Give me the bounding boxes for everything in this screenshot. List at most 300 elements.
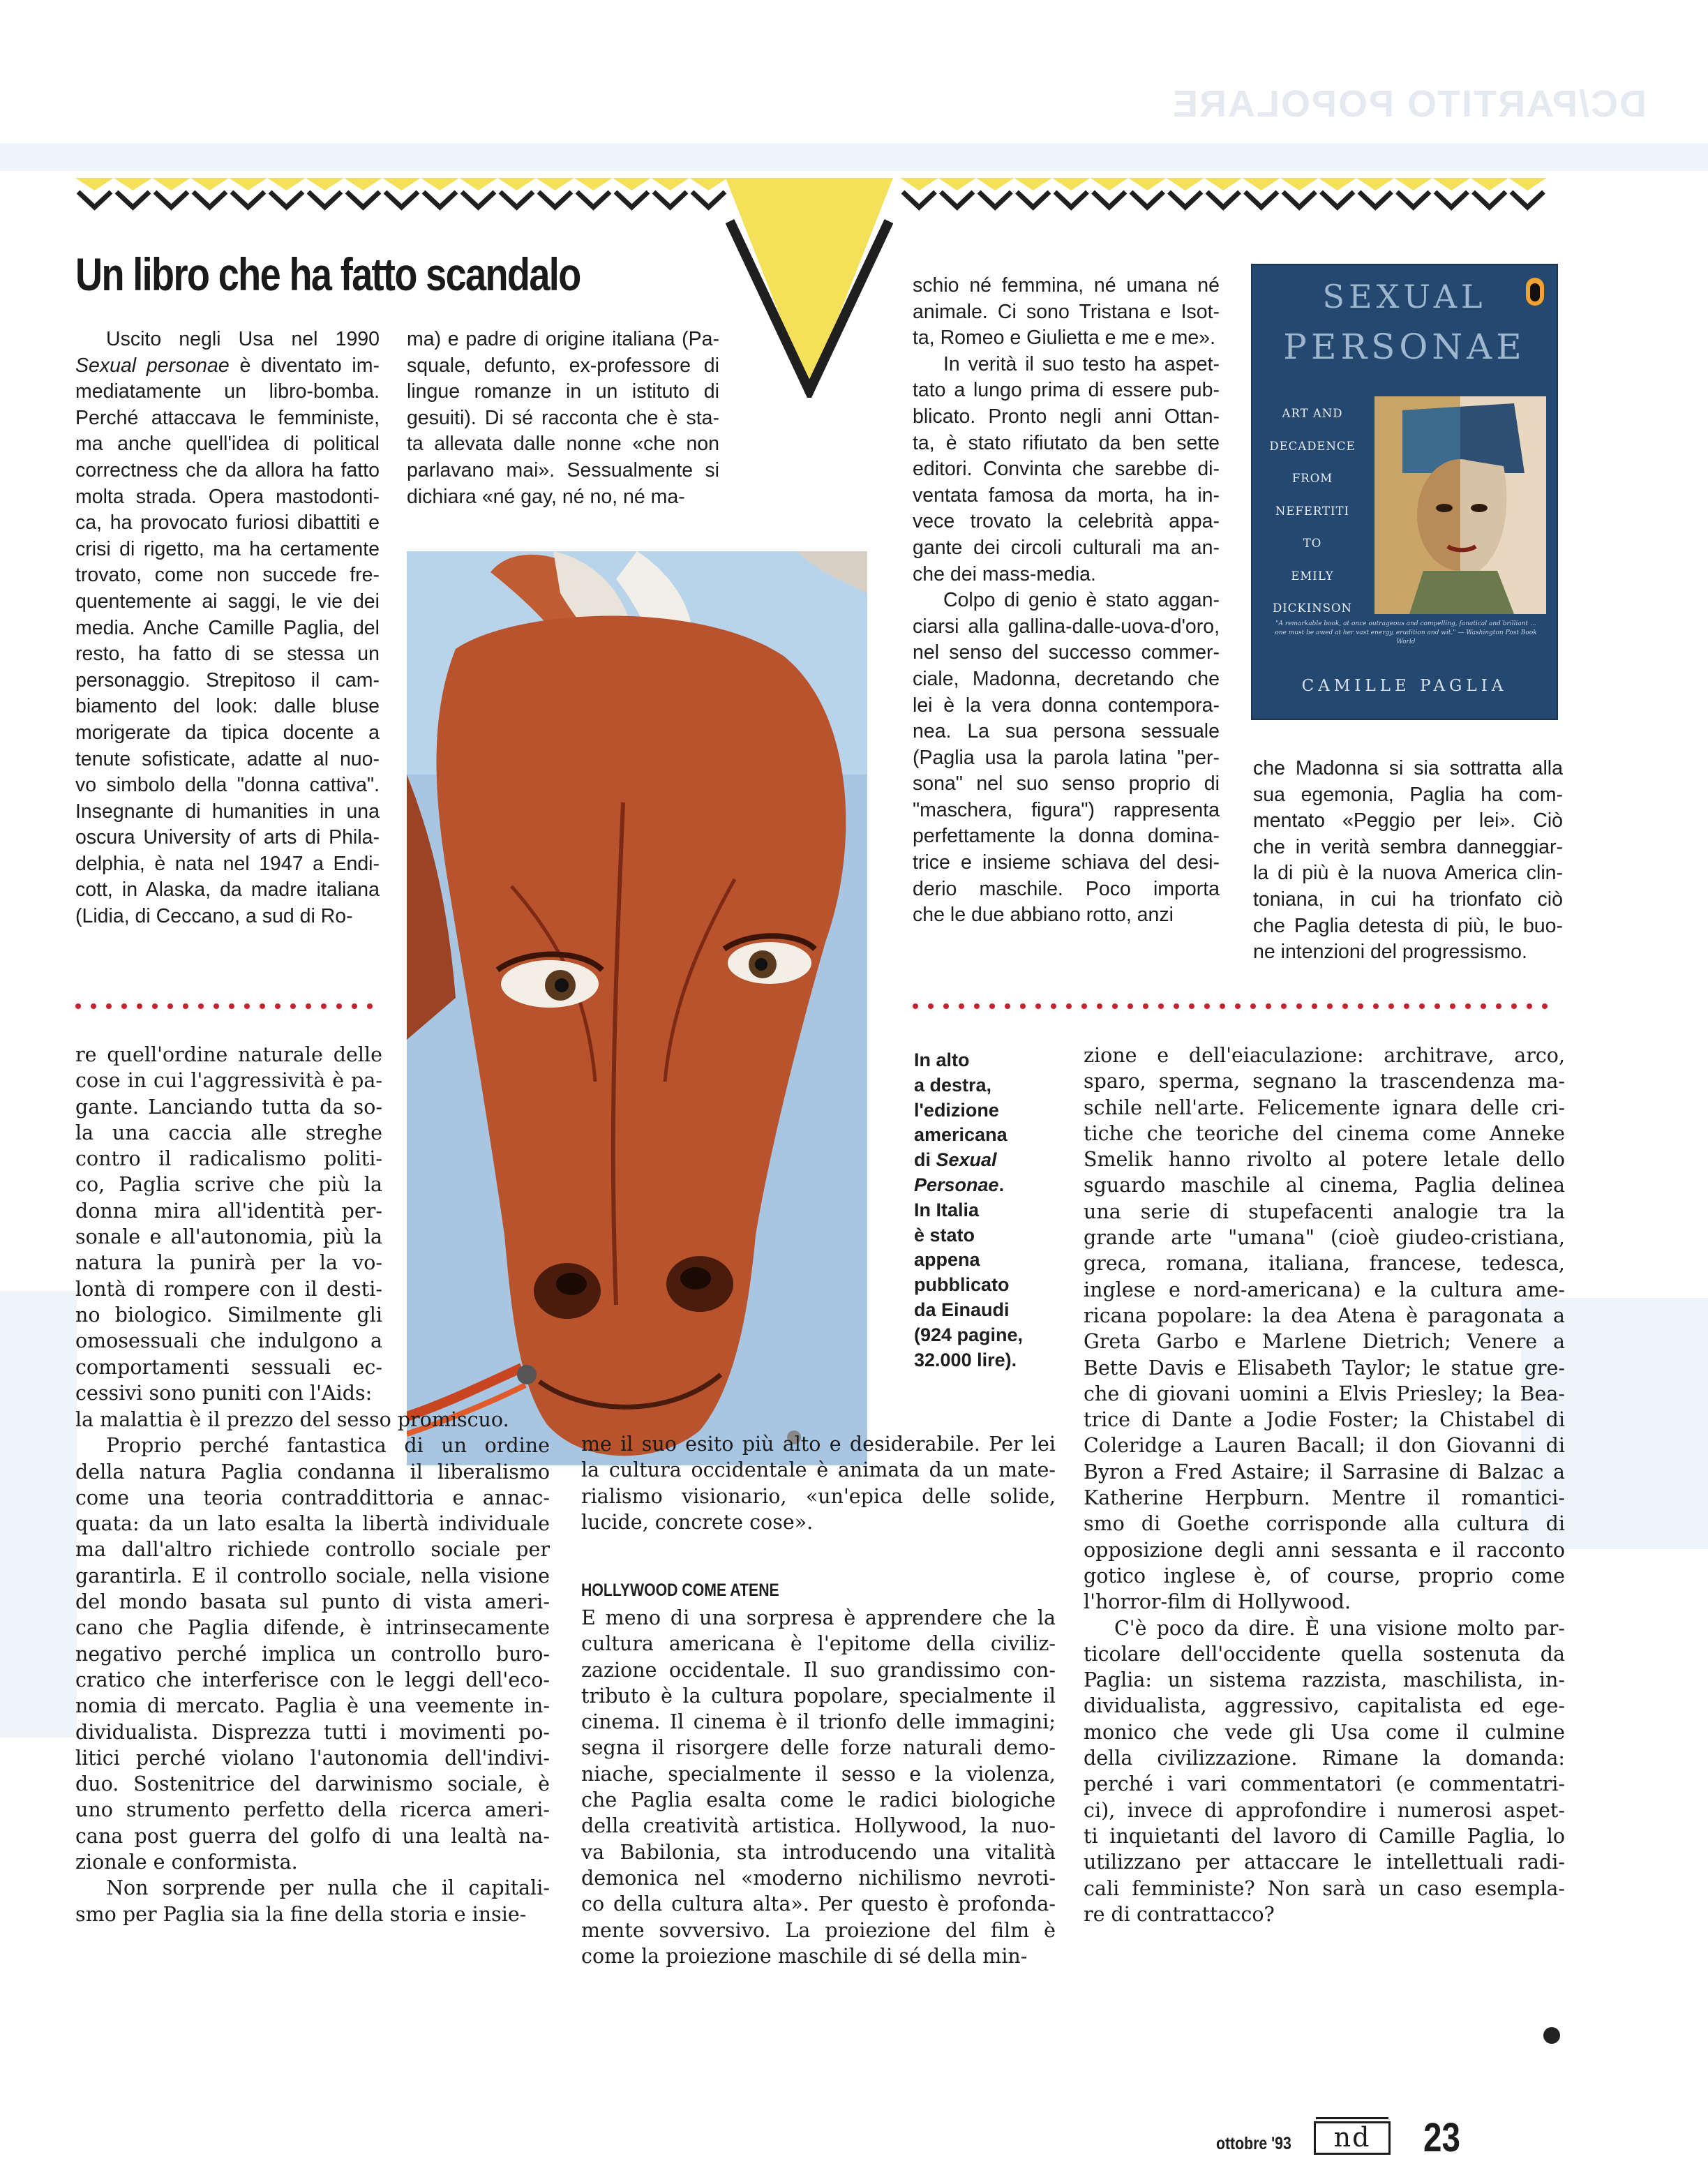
text-line: monico che vede gli Usa come il culmine <box>1084 1720 1565 1744</box>
text-line: l'horror-film di Hollywood. <box>1084 1590 1351 1614</box>
border-chevron <box>1093 192 1126 207</box>
caption-line: pubblicato <box>914 1274 1010 1296</box>
rule-dot <box>1051 1003 1056 1009</box>
border-triangle-yellow <box>1167 178 1205 190</box>
text-line: ciarsi alla gallina-dalle-uova-d'oro, <box>913 615 1220 638</box>
border-triangle-yellow <box>1356 178 1395 190</box>
rule-dot <box>1373 1003 1379 1009</box>
border-triangle-yellow <box>1243 178 1281 190</box>
book-subtitle-line: DECADENCE <box>1269 439 1356 453</box>
text-line: demonica nel «moderno nichilismo nevroti- <box>581 1866 1056 1890</box>
triangle-border-right <box>900 178 1549 220</box>
text-line: sua egemonia, Paglia ha com- <box>1253 783 1563 806</box>
text-line: contro il radicalismo politi- <box>75 1147 382 1171</box>
rule-dot <box>275 1003 280 1009</box>
border-triangle-yellow <box>613 178 651 190</box>
border-chevron <box>615 192 648 207</box>
rule-dot <box>121 1003 127 1009</box>
rule-dot <box>1296 1003 1302 1009</box>
caption-line: di Sexual <box>914 1149 997 1171</box>
border-chevron <box>1017 192 1050 207</box>
border-chevron <box>1511 192 1544 207</box>
rule-dot <box>1450 1003 1455 1009</box>
border-triangle-yellow <box>689 178 728 190</box>
rule-dot <box>989 1003 995 1009</box>
rule-dot <box>1143 1003 1148 1009</box>
rule-dot <box>1250 1003 1256 1009</box>
text-line: Sexual personae è diventato im- <box>75 354 380 377</box>
subhead: HOLLYWOOD COME ATENE <box>581 1581 779 1600</box>
rule-dot <box>244 1003 250 1009</box>
text-line: morigerate da tipica docente a <box>75 721 380 744</box>
text-line: E meno di una sorpresa è apprendere che la <box>581 1606 1056 1629</box>
text-line: resto, ha fatto di se stessa un <box>75 643 380 666</box>
border-chevron <box>500 192 533 207</box>
rule-dot <box>1266 1003 1271 1009</box>
text-line: ticolare dell'occidente quella sostenuta da <box>1084 1642 1565 1666</box>
rule-dot <box>1081 1003 1087 1009</box>
rule-dot <box>367 1003 373 1009</box>
text-line: quentemente ai saggi, le vie dei <box>75 590 380 613</box>
lower-left-full <box>75 1407 550 1927</box>
text-line: della natura Paglia condanna il liberalismo <box>75 1460 550 1484</box>
text-line: zionale e conformista. <box>75 1851 298 1874</box>
border-triangle-yellow <box>1091 178 1129 190</box>
book-title-line1: SEXUAL <box>1322 278 1487 315</box>
text-line: perché i vari commentatori (e commentatri- <box>1084 1772 1565 1796</box>
text-line: re quell'ordine naturale delle <box>75 1043 382 1066</box>
rule-dot <box>1465 1003 1471 1009</box>
text-line: smo di Goethe corrisponde alla cultura di <box>1084 1512 1565 1536</box>
text-line: ma) e padre di origine italiana (Pa- <box>407 328 719 350</box>
text-line: omosessuali che indulgono a <box>75 1329 382 1353</box>
lower-middle <box>581 1431 1056 1535</box>
column-1 <box>75 327 380 930</box>
text-line: lingue romanze in un istituto di <box>407 380 719 403</box>
border-chevron <box>424 192 456 207</box>
border-triangle-yellow <box>344 178 382 190</box>
border-chevron <box>232 192 264 207</box>
caption-line: appena <box>914 1249 980 1271</box>
border-chevron <box>1474 192 1506 207</box>
footer-month: ottobre '93 <box>1216 2134 1291 2153</box>
text-line: tributo è la cultura popolare, specialmente il <box>581 1684 1056 1708</box>
text-line: vece trovato la celebrità appa- <box>913 510 1220 533</box>
text-line: vo simbolo della "donna cattiva". <box>75 774 380 797</box>
rule-dot <box>1158 1003 1164 1009</box>
text-line: ventata famosa da morta, ha in- <box>913 484 1220 507</box>
text-line: tiche che teoriche del cinema come Anneke <box>1084 1121 1565 1145</box>
text-line: va Babilonia, sta introducendo una vitalità <box>581 1840 1056 1864</box>
border-triangle-yellow <box>190 178 229 190</box>
text-line: utilizzano per attaccare le intellettuali radi- <box>1084 1851 1565 1874</box>
book-author: CAMILLE PAGLIA <box>1301 677 1508 695</box>
rule-dot <box>928 1003 934 1009</box>
border-chevron <box>577 192 610 207</box>
text-line: ca, ha provocato furiosi dibattiti e <box>75 511 380 535</box>
border-chevron <box>903 192 936 207</box>
border-chevron <box>347 192 380 207</box>
border-chevron <box>654 192 687 207</box>
rule-dot <box>1312 1003 1317 1009</box>
border-triangle-yellow <box>229 178 267 190</box>
image-caption <box>914 1048 1040 1373</box>
text-line: lontà di rompere con il desti- <box>75 1277 382 1301</box>
text-line: ta allevata dalle nonne «che non <box>407 433 719 456</box>
border-triangle-yellow <box>459 178 497 190</box>
text-line: C'è poco da dire. È una visione molto par- <box>1114 1616 1565 1640</box>
text-line: ti inquietanti del lavoro di Camille Paglia, lo <box>1084 1824 1565 1848</box>
text-line: la malattia è il prezzo del sesso promiscuo. <box>75 1408 509 1431</box>
border-chevron <box>385 192 418 207</box>
text-line: tenute sofisticate, adatte al nuo- <box>75 747 380 770</box>
text-line: derio maschile. Poco importa <box>913 877 1220 900</box>
magazine-logo: nd <box>1314 2121 1391 2155</box>
text-line: natura la punirà per la vo- <box>75 1251 382 1275</box>
rule-dot <box>1419 1003 1425 1009</box>
text-line: "maschera, figura") rappresenta <box>913 798 1220 821</box>
text-line: perfettamente la donna domina- <box>913 825 1220 848</box>
rule-dot <box>943 1003 949 1009</box>
border-chevron <box>270 192 303 207</box>
caption-line: l'edizione <box>914 1099 999 1121</box>
text-line: correctness che da allora ha fatto <box>75 458 380 481</box>
rule-dot <box>1220 1003 1225 1009</box>
rule-dot <box>198 1003 204 1009</box>
border-chevron <box>1398 192 1430 207</box>
rule-dot <box>1404 1003 1409 1009</box>
text-line: editori. Convinta che sarebbe di- <box>913 458 1220 481</box>
book-quote: "A remarkable book, at once outrageous and compelling, fanatical and brilliant ... one must be awed at her vast energy, erudition and wit." — Washington Post Book World <box>1275 620 1537 645</box>
text-line: cultura americana è l'epitome della civiliz- <box>581 1632 1056 1656</box>
rule-dot <box>974 1003 980 1009</box>
rule-dot <box>214 1003 219 1009</box>
border-triangle-yellow <box>536 178 574 190</box>
text-line: che di giovani uomini a Elvis Priesley; la Bea- <box>1084 1382 1565 1405</box>
rule-dot <box>321 1003 327 1009</box>
border-chevron <box>1055 192 1088 207</box>
book-subtitle-line: ART AND <box>1282 407 1343 420</box>
rule-dot <box>1358 1003 1363 1009</box>
text-line: ricana popolare: la dea Atena è paragonata a <box>1084 1303 1565 1327</box>
border-chevron <box>1131 192 1164 207</box>
rule-dot <box>1434 1003 1440 1009</box>
book-subtitle-line: TO <box>1303 537 1322 550</box>
text-line: Insegnante di humanities in una <box>75 800 380 823</box>
caption-line: americana <box>914 1124 1007 1146</box>
text-line: cratico che interferisce con le leggi dell'eco- <box>75 1668 550 1691</box>
border-triangle-yellow <box>1432 178 1471 190</box>
text-line: gesuiti). Di sé racconta che è sta- <box>407 406 719 429</box>
text-line: rialismo visionario, «un'epica delle solide, <box>581 1484 1056 1508</box>
text-line: squale, defunto, ex-professore di <box>407 354 719 377</box>
text-line: gante dei circoli culturali ma an- <box>913 536 1220 559</box>
text-line: Paglia: un sistema razzista, maschilista, in- <box>1084 1668 1565 1692</box>
border-chevron <box>78 192 111 207</box>
rule-dot <box>260 1003 265 1009</box>
rule-dot <box>1481 1003 1486 1009</box>
rule-dot <box>1174 1003 1179 1009</box>
text-line: ne intenzioni del progressismo. <box>1253 941 1527 964</box>
border-chevron <box>308 192 341 207</box>
text-line: la una caccia alle streghe <box>75 1121 382 1144</box>
caption-line: (924 pagine, <box>914 1324 1024 1345</box>
border-chevron <box>539 192 571 207</box>
big-v-triangle <box>726 178 893 398</box>
text-line: che Madonna si sia sottratta alla <box>1253 757 1563 779</box>
bleed-through-block <box>0 1291 77 1738</box>
book-cover <box>1251 264 1558 720</box>
text-line: ci), invece di approfondire i numerosi aspet- <box>1084 1798 1565 1822</box>
background-band <box>0 143 1708 171</box>
end-of-article-dot <box>1543 2027 1560 2044</box>
text-line: cana post guerra del golfo di una lealtà na- <box>75 1824 550 1848</box>
text-line: dichiara «né gay, né no, né ma- <box>407 485 685 508</box>
text-line: Proprio perché fantastica di un ordine <box>106 1434 550 1458</box>
text-line: Non sorprende per nulla che il capitali- <box>106 1876 550 1900</box>
rule-dot <box>959 1003 964 1009</box>
rule-dot <box>1066 1003 1072 1009</box>
lower-right <box>1084 1043 1565 1927</box>
text-line: co della cultura alta». Per questo è profonda- <box>581 1892 1056 1916</box>
border-triangle-yellow <box>114 178 152 190</box>
rule-dot <box>91 1003 96 1009</box>
text-line: che dei mass-media. <box>913 562 1096 585</box>
caption-line: a destra, <box>914 1074 992 1096</box>
rule-dot <box>1204 1003 1210 1009</box>
text-line: Byron a Fred Astaire; il Sarrasine di Balzac a <box>1084 1460 1565 1484</box>
rule-dot <box>1281 1003 1287 1009</box>
border-chevron <box>117 192 149 207</box>
rule-dot <box>183 1003 188 1009</box>
border-chevron <box>979 192 1012 207</box>
book-subtitle-line: NEFERTITI <box>1275 504 1350 518</box>
text-line: greca, romana, italiana, francese, tedesca, <box>1084 1252 1565 1276</box>
text-line: oscura University of arts di Phila- <box>75 826 380 849</box>
column-4 <box>1253 756 1563 966</box>
text-line: (Lidia, di Ceccano, a sud di Ro- <box>75 905 353 928</box>
column-2 <box>407 327 719 510</box>
rule-dot <box>1542 1003 1548 1009</box>
rule-dot <box>913 1003 918 1009</box>
text-line: Bette Davis e Elisabeth Taylor; le statue gre- <box>1084 1356 1565 1380</box>
border-triangle-yellow <box>1395 178 1433 190</box>
text-line: smo per Paglia sia la fine della storia e insie- <box>75 1902 527 1926</box>
border-chevron <box>1169 192 1202 207</box>
text-line: co, Paglia scrive che più la <box>75 1173 382 1197</box>
border-chevron <box>193 192 226 207</box>
text-line: ta, è stato rifiutato da ben sette <box>913 431 1220 454</box>
text-line: In verità il suo testo ha aspet- <box>943 352 1220 375</box>
caption-line: In alto <box>914 1049 970 1070</box>
text-line: nel senso del successo commer- <box>913 641 1220 664</box>
border-triangle-yellow <box>651 178 689 190</box>
text-line: gante. Lanciando tutta da so- <box>75 1095 382 1119</box>
text-line: comportamenti sessuali ec- <box>75 1355 382 1379</box>
text-line: della civilizzazione. Rimane la domanda: <box>1084 1747 1565 1770</box>
rule-dot <box>1342 1003 1348 1009</box>
rule-dot <box>1097 1003 1102 1009</box>
column-3 <box>913 273 1220 929</box>
nefertiti-portrait <box>1374 396 1546 614</box>
text-line: cinema. Il cinema è il trionfo delle immagini; <box>581 1710 1056 1734</box>
border-triangle-yellow <box>497 178 536 190</box>
text-line: negativo perché implica un controllo buro- <box>75 1642 550 1666</box>
text-line: ta, Romeo e Giulietta e me e me». <box>913 327 1216 350</box>
border-triangle-yellow <box>900 178 938 190</box>
text-line: ciale, Madonna, decretando che <box>913 667 1220 690</box>
border-triangle-yellow <box>1471 178 1509 190</box>
text-line: zione e dell'eiaculazione: architrave, arco, <box>1084 1044 1565 1067</box>
text-line: garantirla. E il controllo sociale, nella visione <box>75 1564 550 1587</box>
text-line: me il suo esito più alto e desiderabile. Per lei <box>581 1433 1056 1456</box>
text-line: dividualista, aggressivo, capitalista ed ege- <box>1084 1694 1565 1718</box>
text-line: Colpo di genio è stato aggan- <box>943 589 1220 612</box>
book-subtitle-line: DICKINSON <box>1273 601 1352 615</box>
border-triangle-yellow <box>1280 178 1319 190</box>
text-line: Perché attaccava le femministe, <box>75 406 380 429</box>
text-line: sparo, sperma, segnano la trascendenza ma- <box>1084 1070 1565 1093</box>
text-line: mentato «Peggio per lei». Ciò <box>1253 809 1563 832</box>
book-subtitle-line: EMILY <box>1291 569 1334 583</box>
text-line: duo. Sostenitrice del darwinismo sociale, è <box>75 1772 550 1796</box>
dotted-rule-right <box>913 1003 1563 1010</box>
text-line: personaggio. Strepitoso il cam- <box>75 668 380 692</box>
rule-dot <box>137 1003 142 1009</box>
rule-dot <box>1020 1003 1026 1009</box>
text-line: lei è la vera donna contempora- <box>913 694 1220 717</box>
rule-dot <box>1388 1003 1394 1009</box>
dotted-rule-left <box>75 1003 382 1010</box>
text-line: opposizione degli anni sessanta e il racconto <box>1084 1538 1565 1562</box>
text-line: la cultura occidentale è animata da un mate- <box>581 1458 1056 1482</box>
book-subtitle <box>1264 398 1361 625</box>
border-triangle-yellow <box>1204 178 1243 190</box>
text-line: trovato, come non succede fre- <box>75 564 380 587</box>
text-line: animale. Ci sono Tristana e Isot- <box>913 300 1220 323</box>
text-line: quata: da un lato esalta la libertà individuale <box>75 1512 550 1536</box>
text-line: della creatività artistica. Hollywood, la nuo- <box>581 1814 1056 1838</box>
border-chevron <box>155 192 188 207</box>
caption-line: è stato <box>914 1224 975 1246</box>
text-line: parlavano mai». Sessualmente si <box>407 458 719 481</box>
rule-dot <box>1005 1003 1010 1009</box>
text-line: sona" nel suo senso proprio di <box>913 772 1220 795</box>
horse-illustration <box>407 551 867 1465</box>
caption-line: Personae. <box>914 1174 1005 1195</box>
border-chevron <box>692 192 725 207</box>
text-line: ma anche quell'idea di political <box>75 433 380 456</box>
text-line: toniana, in cui ha trionfato ciò <box>1253 888 1563 911</box>
text-line: trice e insieme schiava del desi- <box>913 851 1220 874</box>
border-chevron <box>1207 192 1240 207</box>
text-line: litici perché violano l'autonomia dell'indivi- <box>75 1746 550 1770</box>
border-triangle-yellow <box>75 178 114 190</box>
text-line: schile nell'arte. Felicemente ignara delle cri- <box>1084 1096 1565 1119</box>
caption-line: In Italia <box>914 1199 980 1220</box>
text-line: Greta Garbo e Marlene Dietrich; Venere a <box>1084 1330 1565 1354</box>
border-triangle-yellow <box>1128 178 1167 190</box>
rule-dot <box>1035 1003 1041 1009</box>
border-triangle-yellow <box>938 178 977 190</box>
text-line: dividualista. Disprezza tutti i movimenti po- <box>75 1720 550 1744</box>
lower-middle-2 <box>581 1605 1056 1969</box>
text-line: gotico inglese è, of course, proprio come <box>1084 1564 1565 1587</box>
text-line: delphia, è nata nel 1947 a Endi- <box>75 852 380 875</box>
border-triangle-yellow <box>976 178 1014 190</box>
text-line: niache, specialmente il sesso e la violenza, <box>581 1762 1056 1786</box>
book-title-line2: PERSONAE <box>1283 327 1526 367</box>
text-line: crisi di rigetto, ma ha certamente <box>75 537 380 560</box>
lower-left-short <box>75 1042 382 1406</box>
text-line: inglese e nord-americana) e la cultura ame- <box>1084 1278 1565 1301</box>
text-line: cott, in Alaska, da madre italiana <box>75 879 380 902</box>
text-line: come una teoria contraddittoria e annac- <box>75 1486 550 1509</box>
rule-dot <box>75 1003 81 1009</box>
headline: Un libro che ha fatto scandalo <box>75 248 580 300</box>
rule-dot <box>1496 1003 1501 1009</box>
text-line: mediatamente un libro-bomba. <box>75 380 380 403</box>
text-line: che le due abbiano rotto, anzi <box>913 904 1174 927</box>
border-triangle-yellow <box>267 178 306 190</box>
text-line: nea. La sua persona sessuale <box>913 720 1220 743</box>
text-line: Smelik hanno rivolto al potere letale dello <box>1084 1148 1565 1172</box>
text-line: biamento del look: dalle bluse <box>75 695 380 718</box>
border-triangle-yellow <box>574 178 613 190</box>
text-line: che Paglia detesta di più, le buo- <box>1253 914 1563 937</box>
rule-dot <box>290 1003 296 1009</box>
border-chevron <box>1245 192 1278 207</box>
text-line: sguardo maschile al cinema, Paglia delinea <box>1084 1174 1565 1197</box>
page-number: 23 <box>1423 2115 1460 2160</box>
text-line: (Paglia usa la parola latina "per- <box>913 746 1220 769</box>
border-chevron <box>1435 192 1468 207</box>
text-line: mente sovversivo. La proiezione del film è <box>581 1918 1056 1942</box>
border-triangle-yellow <box>152 178 190 190</box>
rule-dot <box>106 1003 112 1009</box>
caption-line: da Einaudi <box>914 1299 1010 1320</box>
text-line: schio né femmina, né umana né <box>913 274 1220 297</box>
border-chevron <box>1321 192 1354 207</box>
rule-dot <box>167 1003 173 1009</box>
text-line: grande arte "umana" (cioè giudeo-cristiana, <box>1084 1226 1565 1250</box>
rule-dot <box>336 1003 342 1009</box>
border-chevron <box>462 192 495 207</box>
text-line: cose in cui l'aggressività è pa- <box>75 1069 382 1093</box>
rule-dot <box>352 1003 357 1009</box>
rule-dot <box>1112 1003 1118 1009</box>
border-triangle-yellow <box>306 178 344 190</box>
border-triangle-yellow <box>1508 178 1547 190</box>
text-line: segna il risorgere delle forze naturali demo- <box>581 1736 1056 1760</box>
text-line: una serie di stupefacenti analogie tra la <box>1084 1200 1565 1223</box>
text-line: Katherine Herpburn. Mentre il romantici- <box>1084 1486 1565 1510</box>
book-subtitle-line: FROM <box>1291 472 1333 485</box>
rule-dot <box>1527 1003 1532 1009</box>
text-line: tato a lungo prima di essere pub- <box>913 379 1220 402</box>
text-line: nomia di mercato. Paglia è una veemente in- <box>75 1694 550 1718</box>
text-line: cano che Paglia difende, è intrinsecamente <box>75 1616 550 1640</box>
border-chevron <box>1359 192 1392 207</box>
rule-dot <box>1235 1003 1241 1009</box>
text-line: ma dall'altro richiede controllo sociale per <box>75 1538 550 1562</box>
text-line: zazione occidentale. Il suo grandissimo con- <box>581 1658 1056 1682</box>
border-triangle-yellow <box>1052 178 1091 190</box>
text-line: del mondo basata sul punto di vista ameri- <box>75 1590 550 1614</box>
rule-dot <box>1189 1003 1194 1009</box>
border-chevron <box>941 192 974 207</box>
border-triangle-yellow <box>382 178 421 190</box>
